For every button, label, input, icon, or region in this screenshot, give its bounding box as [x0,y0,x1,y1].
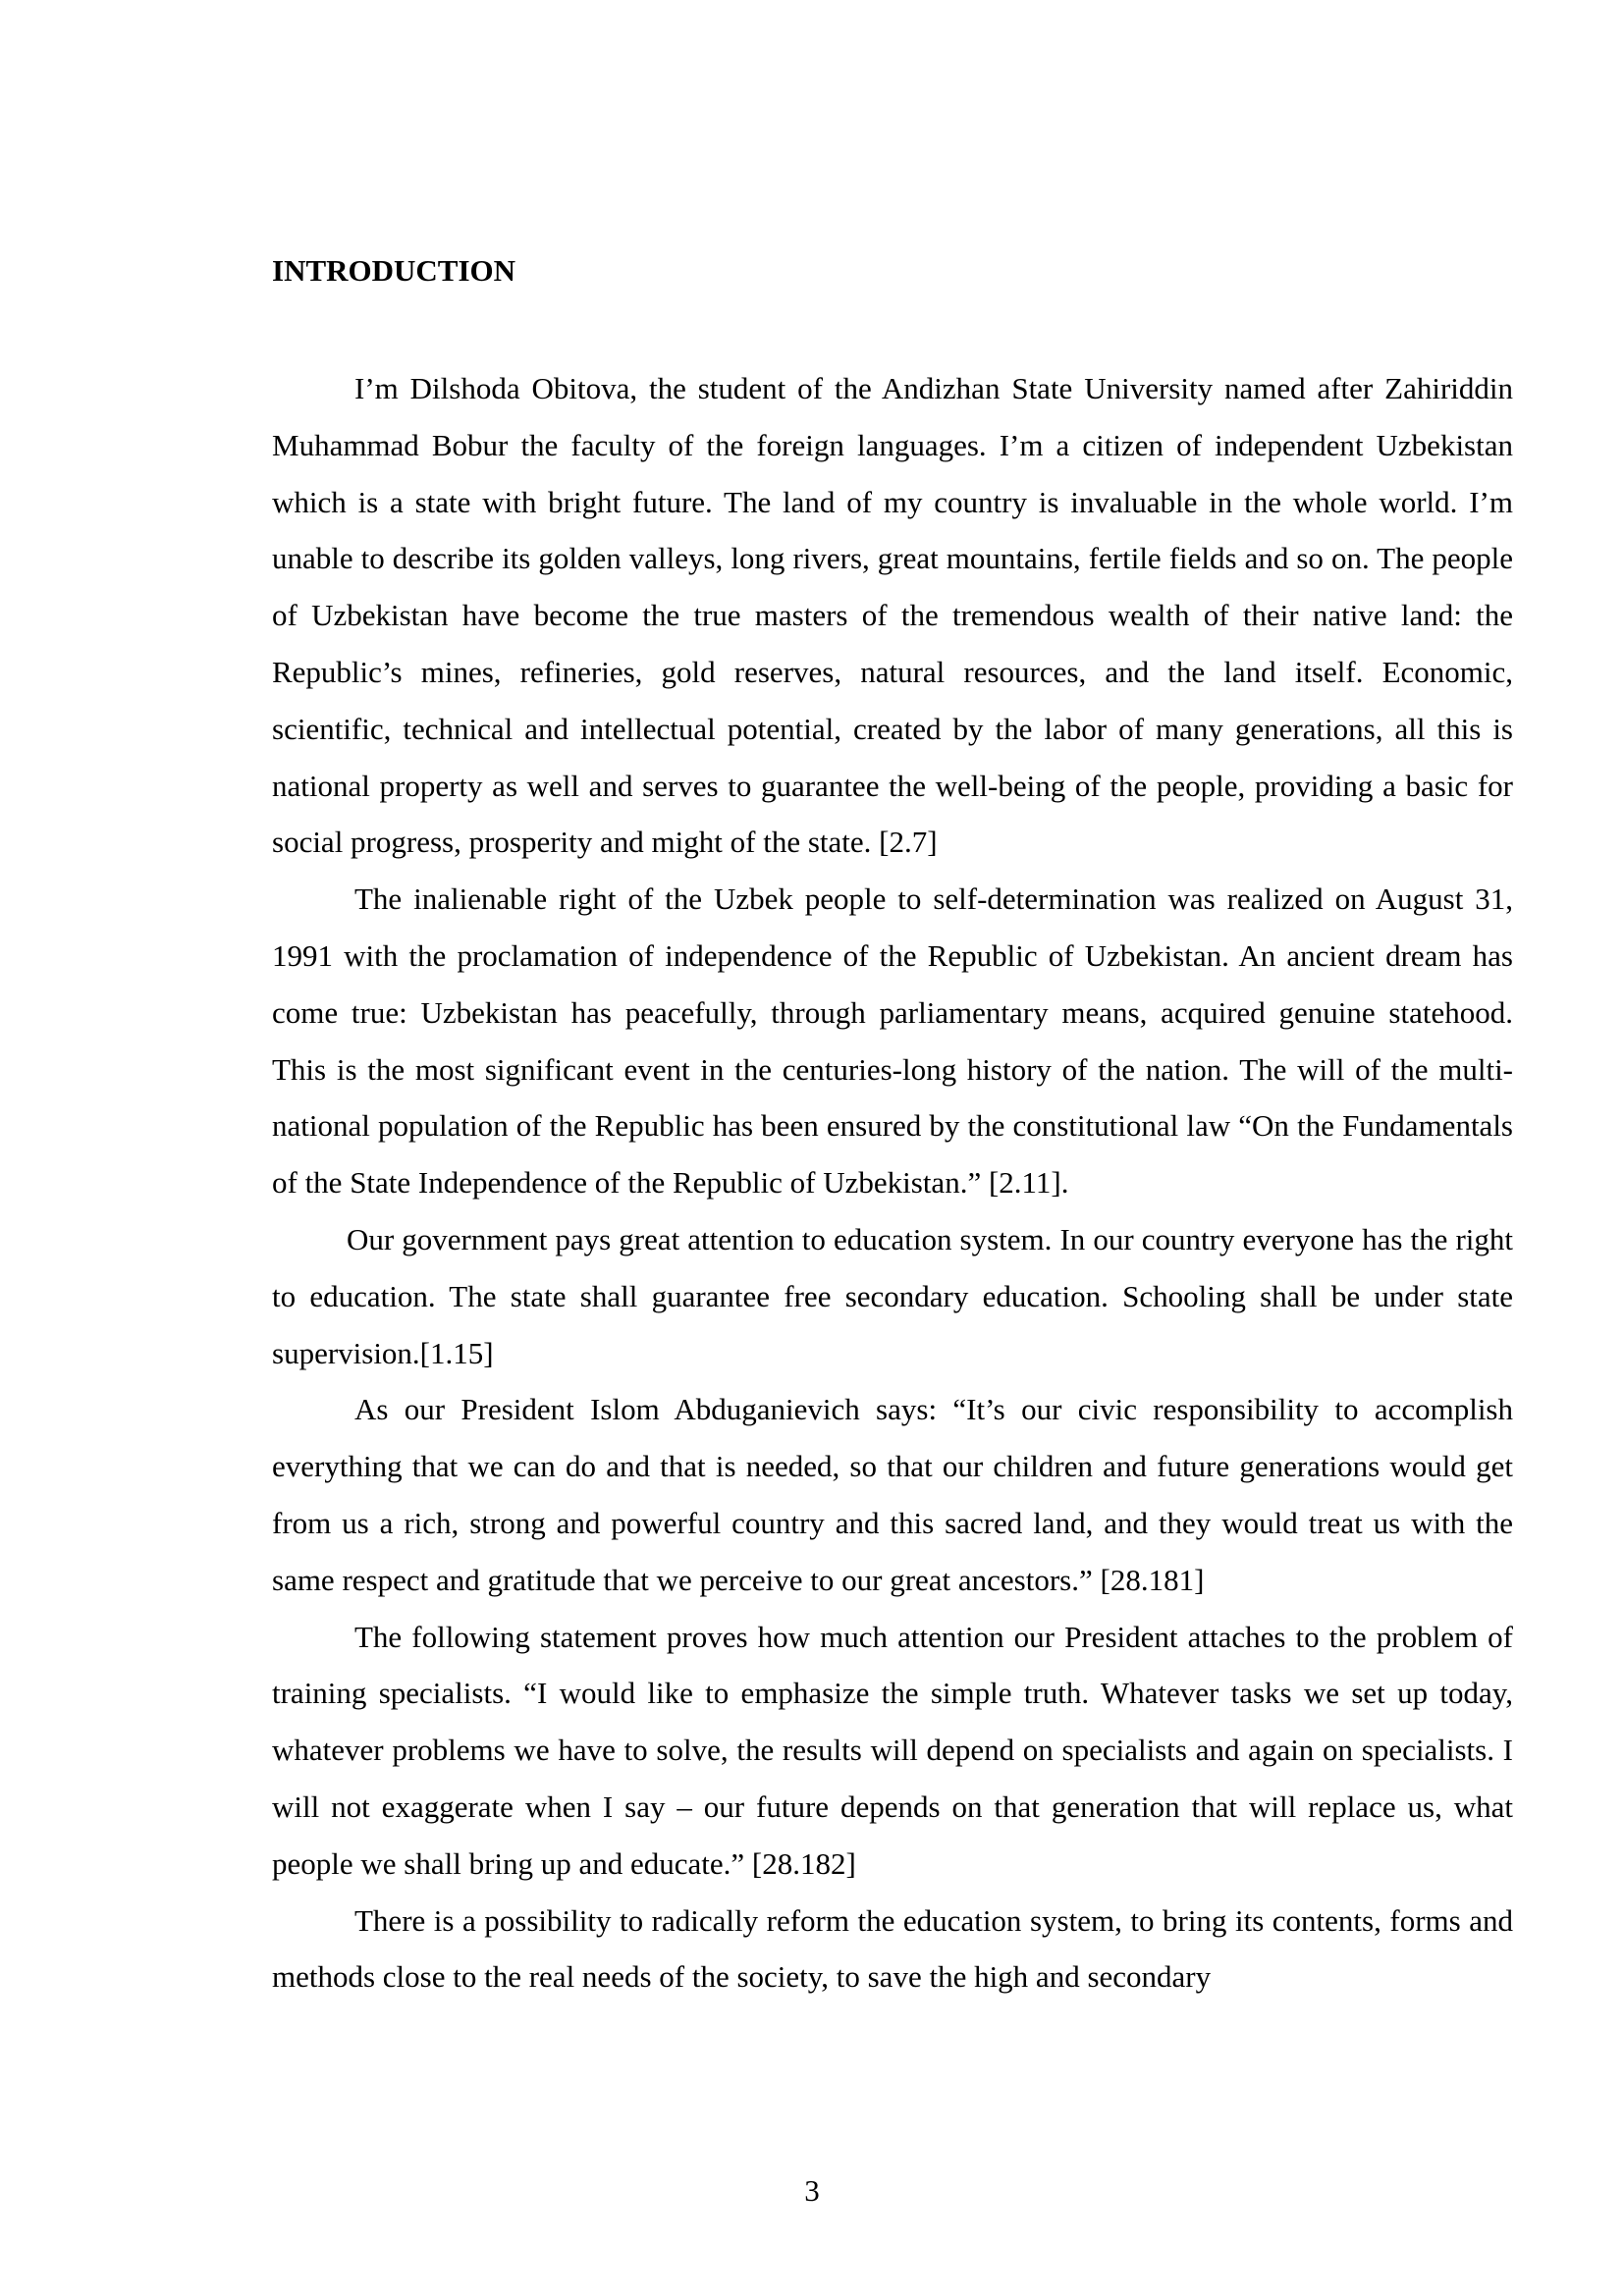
page-number: 3 [804,2173,820,2208]
paragraph: There is a possibility to radically reform the education system, to bring its contents, forms and methods close to the real needs of the society, to save the high and secondary [272,1902,1513,1995]
paragraph: Our government pays great attention to education system. In our country everyone has the right to education. The state shall guarantee free secondary education. Schooling shall be under state supervision.[1.15] [272,1221,1513,1370]
paragraph: I’m Dilshoda Obitova, the student of the Andizhan State University named after Zahiriddin Muhammad Bobur the faculty of the foreign languages. I’m a citizen of independent Uzbekistan which is a state with bright future. The land of my country is invaluable in the whole world. I’m unable to describe its golden valleys, long rivers, great mountains, fertile fields and so on. The people of Uzbekistan have become the true masters of the tremendous wealth of their native land: the Republic’s mines, refineries, gold reserves, natural resources, and the land itself. Economic, scientific, technical and intellectual potential, created by the labor of many generations, all this is national property as well and serves to guarantee the well-being of the people, providing a basic for social progress, prosperity and might of the state. [2.7] [272,371,1513,860]
paragraph: The following statement proves how much attention our President attaches to the problem of training specialists. “I would like to emphasize the simple truth. Whatever tasks we set up today, whatever problems we have to solve, the results will depend on specialists and again on specialists. I will not exaggerate when I say – our future depends on that generation that will replace us, what people we shall bring up and educate.” [28.182] [272,1619,1513,1881]
paragraph: As our President Islom Abduganievich says: “It’s our civic responsibility to accomplish everything that we can do and that is needed, so that our children and future generations would get from us a rich, strong and powerful country and this sacred land, and they would treat us with the same respect and gratitude that we perceive to our great ancestors.” [28.181] [272,1392,1513,1597]
section-heading: INTRODUCTION [272,253,516,288]
body-text [272,360,1513,2005]
paragraph: The inalienable right of the Uzbek people to self-determination was realized on August 31, 1991 with the proclamation of independence of the Republic of Uzbekistan. An ancient dream has come true: Uzbekistan has peacefully, through parliamentary means, acquired genuine statehood. This is the most significant event in the centuries-long history of the nation. The will of the multi-national population of the Republic has been ensured by the constitutional law “On the Fundamentals of the State Independence of the Republic of Uzbekistan.” [2.11]. [272,881,1513,1201]
